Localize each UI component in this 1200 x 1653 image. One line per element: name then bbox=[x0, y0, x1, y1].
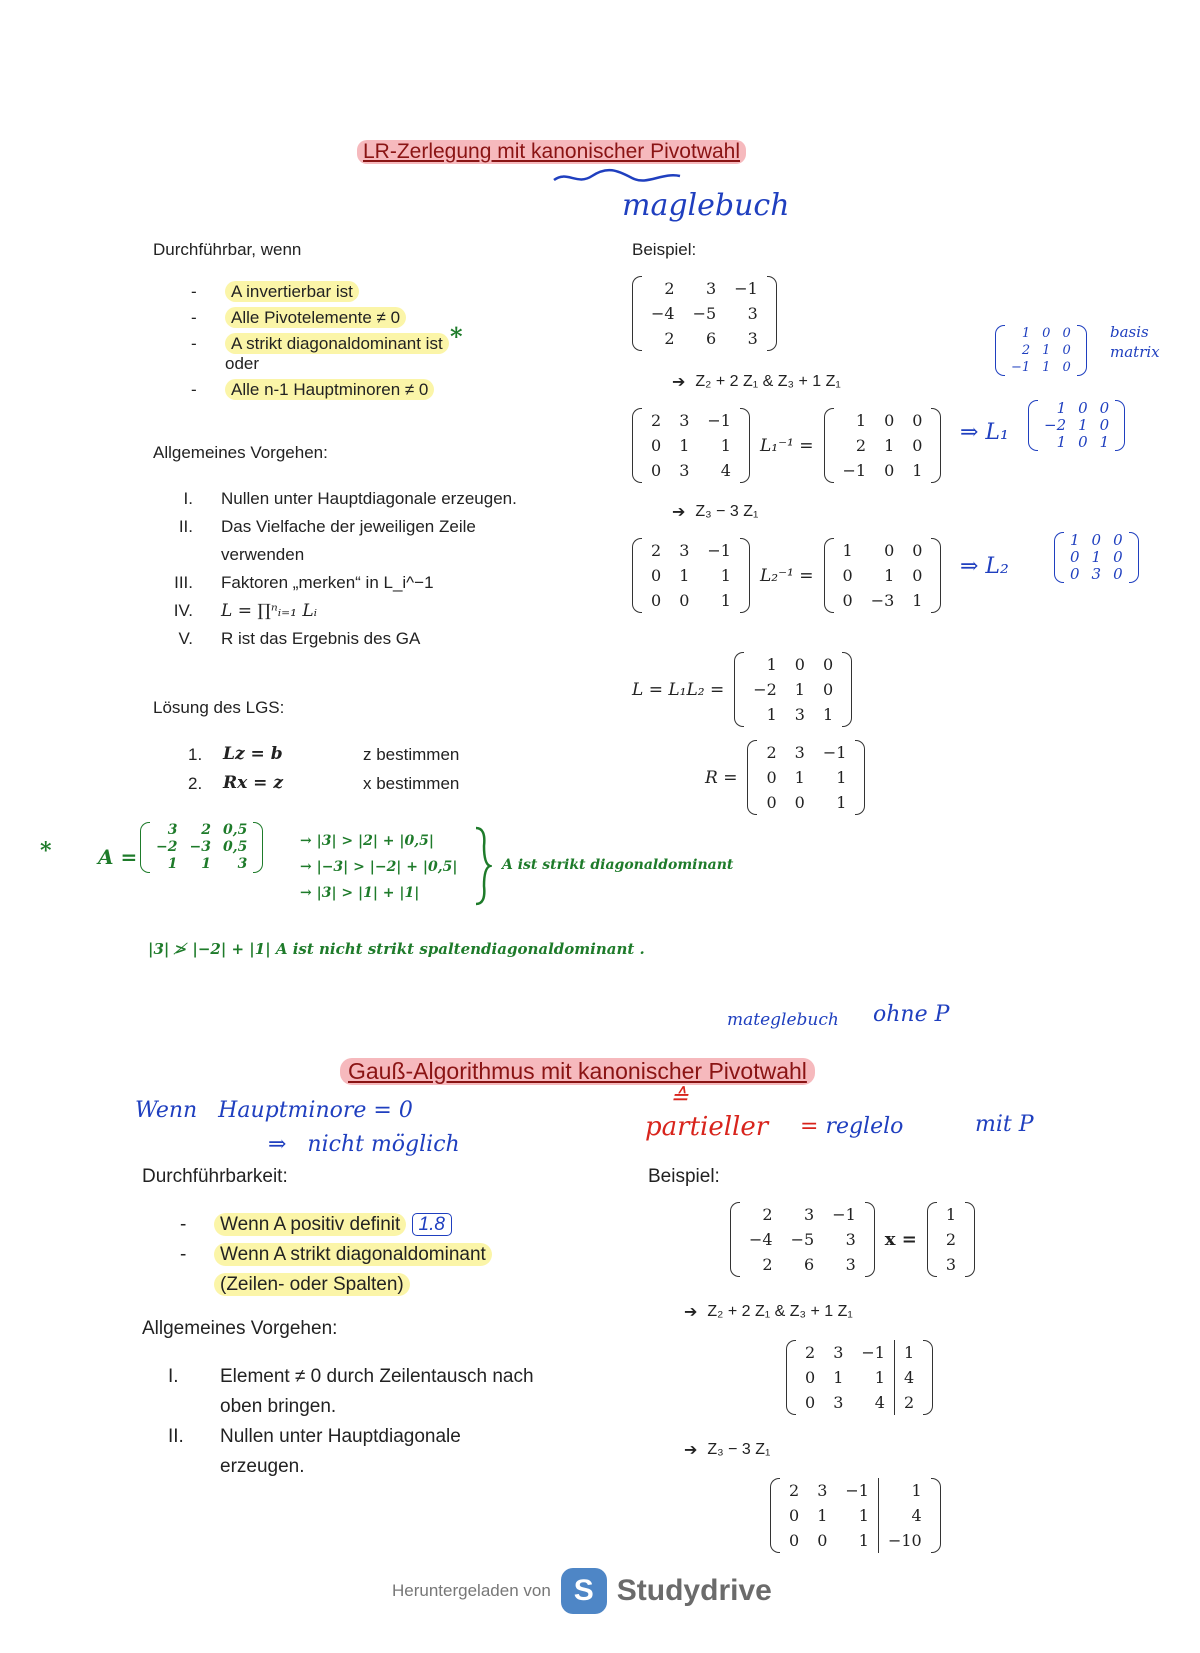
matrix-cell: 1 bbox=[720, 566, 731, 585]
step-row: I. Nullen unter Hauptdiagonale erzeugen. bbox=[183, 489, 517, 508]
step-row: I. Element ≠ 0 durch Zeilentausch nach oben bringen. bbox=[168, 1366, 534, 1417]
handnote-mateglebuch: mateglebuch bbox=[727, 1010, 839, 1030]
matrix-M1 bbox=[632, 408, 750, 483]
matrix-cell: 0 bbox=[884, 541, 895, 560]
matrix-cell: 3 bbox=[679, 461, 690, 480]
matrix-cell: 1 bbox=[945, 1205, 957, 1224]
matrix-cell: 1 bbox=[1042, 360, 1051, 375]
right-paren-icon bbox=[842, 652, 852, 727]
matrix-cell: 0 bbox=[789, 1506, 800, 1525]
handnote-wenn: Wenn Hauptminore = 0 bbox=[135, 1098, 413, 1123]
right-paren-icon bbox=[865, 1202, 875, 1277]
matrix-cell: 1 bbox=[858, 1506, 869, 1525]
left-paren-icon bbox=[927, 1202, 937, 1277]
matrix-cell: 0 bbox=[912, 541, 923, 560]
matrix-R bbox=[747, 740, 865, 815]
handnote-partieller: partieller bbox=[645, 1112, 769, 1142]
right-paren-icon bbox=[1129, 532, 1139, 583]
matrix-cell: 1 bbox=[1042, 343, 1051, 358]
left-paren-icon bbox=[824, 408, 834, 483]
matrix-cell: 1 bbox=[855, 411, 867, 430]
matrix-cell: 0 bbox=[805, 1393, 816, 1412]
L-result bbox=[632, 652, 852, 727]
matrix-cell: 3 bbox=[679, 411, 690, 430]
matrix-cell: 1 bbox=[833, 1368, 844, 1387]
left-paren-icon bbox=[824, 538, 834, 613]
arrow-right-icon: ➔ bbox=[672, 504, 686, 521]
matrix-cell: 4 bbox=[874, 1393, 885, 1412]
matrix-cell: 1 bbox=[894, 1340, 923, 1365]
handnote-mit-p: mit P bbox=[975, 1112, 1034, 1137]
matrix-cell: 2 bbox=[664, 279, 675, 298]
system-row bbox=[730, 1202, 975, 1277]
matrix-cell: 3 bbox=[833, 1343, 844, 1362]
matrix-cell: −2 bbox=[156, 839, 178, 855]
matrix-cell: 1 bbox=[817, 1506, 828, 1525]
matrix-cell: 1 bbox=[1078, 416, 1088, 434]
left-paren-icon bbox=[730, 1202, 740, 1277]
matrix-cell: 0 bbox=[1099, 399, 1110, 417]
matrix-cell: 0 bbox=[805, 1368, 816, 1387]
matrix-cell: 0 bbox=[1099, 416, 1110, 434]
matrix-body bbox=[632, 276, 777, 351]
green-bottom-note: |3| ≯ |−2| + |1| A ist nicht strikt spaltendiagonaldominant . bbox=[148, 940, 645, 958]
feasibility2-heading: Durchführbarkeit: bbox=[142, 1166, 288, 1187]
matrix-cell: −1 bbox=[734, 279, 758, 298]
matrix-cell: −3 bbox=[189, 839, 211, 855]
ref-box-1-8: 1.8 bbox=[412, 1213, 452, 1236]
matrix-aug2 bbox=[770, 1478, 941, 1553]
matrix-L2inv bbox=[824, 538, 942, 613]
matrix-cell: 4 bbox=[894, 1365, 923, 1390]
matrix-cell: 0 bbox=[766, 768, 777, 787]
matrix-cell: 0 bbox=[766, 793, 777, 812]
matrix-cell: 2 bbox=[789, 1481, 800, 1500]
matrix-cell: 1 bbox=[878, 1478, 930, 1503]
matrix-cell: 3 bbox=[679, 541, 690, 560]
matrix-cell: 0 bbox=[1062, 326, 1071, 341]
lgs-row: 1. Lz = b z bestimmen bbox=[188, 744, 460, 764]
step2-row bbox=[632, 538, 941, 613]
matrix-cell: 1 bbox=[822, 705, 834, 724]
matrix-cell: 1 bbox=[766, 705, 777, 724]
matrix-cell: 0 bbox=[842, 591, 853, 610]
matrix-cell: 1 bbox=[842, 541, 853, 560]
step-row: II. Das Vielfache der jeweiligen Zeile verwenden bbox=[178, 517, 476, 564]
left-paren-icon bbox=[1028, 400, 1038, 451]
lgs-list bbox=[188, 740, 459, 798]
feasibility2-list bbox=[180, 1210, 580, 1300]
matrix-cell: 1 bbox=[1021, 326, 1031, 341]
matrix-cell: 3 bbox=[945, 1255, 957, 1274]
matrix-M2 bbox=[632, 538, 750, 613]
green-A-label: A = bbox=[98, 845, 138, 869]
matrix-cell: 0 bbox=[1078, 399, 1088, 417]
handnote-regleb: = reglelo bbox=[800, 1114, 904, 1139]
matrix-cell: −1 bbox=[822, 743, 847, 762]
list-item: - Wenn A strikt diagonaldominant (Zeilen- oder Spalten) bbox=[180, 1240, 580, 1300]
step-row: II. Nullen unter Hauptdiagonale erzeugen. bbox=[168, 1426, 461, 1477]
matrix-body bbox=[1028, 400, 1125, 451]
matrix-cell: 3 bbox=[706, 279, 717, 298]
right-paren-icon bbox=[931, 538, 941, 613]
matrix-cell: 0 bbox=[1042, 326, 1051, 341]
handnote-L2: ⇒ L₂ bbox=[960, 554, 1009, 579]
matrix-cell: 1 bbox=[201, 856, 211, 872]
left-paren-icon bbox=[995, 325, 1005, 376]
matrix-cell: 1 bbox=[1099, 433, 1110, 451]
right-paren-icon bbox=[931, 408, 941, 483]
matrix-cell: 1 bbox=[720, 436, 731, 455]
handnote-nicht-moeglich: ⇒ nicht möglich bbox=[268, 1132, 460, 1157]
matrix-A2 bbox=[730, 1202, 875, 1277]
matrix-body bbox=[632, 408, 750, 483]
matrix-body bbox=[770, 1478, 941, 1553]
matrix-cell: 4 bbox=[720, 461, 731, 480]
matrix-cell: 0 bbox=[822, 680, 834, 699]
handnote-small-matrix bbox=[995, 325, 1087, 376]
handnote-ohne-p: ohne P bbox=[873, 1002, 950, 1027]
matrix-cell: 1 bbox=[794, 680, 805, 699]
list-item: - A invertierbar ist bbox=[191, 282, 521, 302]
matrix-cell: 0 bbox=[651, 566, 662, 585]
matrix-cell: 0 bbox=[1070, 565, 1080, 583]
matrix-body bbox=[824, 538, 942, 613]
feasibility-heading: Durchführbar, wenn bbox=[153, 240, 302, 259]
matrix-body bbox=[734, 652, 852, 727]
handnote-L2-matrix bbox=[1054, 532, 1139, 583]
section2-title: Gauß-Algorithmus mit kanonischer Pivotwahl bbox=[340, 1058, 815, 1085]
matrix-cell: 0 bbox=[651, 591, 662, 610]
operation2-2: ➔ Z₃ − 3 Z₁ bbox=[684, 1441, 771, 1459]
matrix-cell: 0 bbox=[822, 655, 834, 674]
matrix-body bbox=[995, 325, 1087, 376]
matrix-cell: 1 bbox=[1056, 399, 1067, 417]
matrix-A bbox=[632, 276, 777, 351]
matrix-cell: −4 bbox=[749, 1230, 773, 1249]
left-paren-icon bbox=[770, 1478, 780, 1553]
matrix-cell: 0 bbox=[912, 436, 923, 455]
matrix-cell: −1 bbox=[842, 461, 867, 480]
green-star-left: * bbox=[40, 838, 52, 864]
matrix-cell: 1 bbox=[874, 1368, 885, 1387]
matrix-cell: 3 bbox=[794, 705, 805, 724]
matrix-cell: 0 bbox=[1113, 565, 1123, 583]
matrix-cell: −1 bbox=[707, 541, 731, 560]
footer-downloaded: Heruntergeladen von bbox=[392, 1581, 551, 1600]
matrix-cell: 2 bbox=[894, 1390, 923, 1415]
matrix-cell: 1 bbox=[1056, 433, 1067, 451]
studydrive-logo[interactable]: S bbox=[561, 1568, 607, 1614]
matrix-cell: 3 bbox=[845, 1255, 856, 1274]
matrix-cell: 3 bbox=[237, 856, 248, 872]
right-paren-icon bbox=[767, 276, 777, 351]
left-paren-icon bbox=[632, 538, 642, 613]
matrix-cell: −1 bbox=[707, 411, 731, 430]
matrix-L1inv bbox=[824, 408, 942, 483]
matrix-cell: 4 bbox=[878, 1503, 930, 1528]
lgs-row: 2. Rx = z x bestimmen bbox=[188, 773, 460, 793]
L-label: L = L₁L₂ = bbox=[632, 679, 725, 700]
step-row: III. Faktoren „merken“ in L_i^−1 bbox=[174, 573, 434, 592]
left-paren-icon bbox=[632, 276, 642, 351]
section1-title: LR-Zerlegung mit kanonischer Pivotwahl bbox=[357, 140, 746, 164]
matrix-cell: 3 bbox=[804, 1205, 815, 1224]
matrix-body bbox=[140, 822, 263, 873]
matrix-cell: 1 bbox=[679, 566, 690, 585]
procedure-heading: Allgemeines Vorgehen: bbox=[153, 443, 328, 462]
R-result bbox=[705, 740, 865, 815]
handnote-maglebuch: maglebuch bbox=[622, 188, 790, 223]
lgs-heading: Lösung des LGS: bbox=[153, 698, 285, 717]
procedure2-steps bbox=[142, 1362, 580, 1482]
matrix-cell: 3 bbox=[817, 1481, 828, 1500]
matrix-cell: 3 bbox=[845, 1230, 856, 1249]
green-matrix bbox=[140, 822, 263, 873]
matrix-cell: 1 bbox=[884, 436, 895, 455]
operation-1: ➔ Z₂ + 2 Z₁ & Z₃ + 1 Z₁ bbox=[672, 373, 841, 391]
left-paren-icon bbox=[747, 740, 757, 815]
matrix-cell: −5 bbox=[692, 304, 717, 323]
matrix-cell: 2 bbox=[664, 329, 675, 348]
matrix-cell: 1 bbox=[679, 436, 690, 455]
matrix-cell: 0 bbox=[1113, 531, 1123, 549]
matrix-cell: 3 bbox=[747, 304, 758, 323]
step1-row bbox=[632, 408, 941, 483]
matrix-cell: 0 bbox=[651, 436, 662, 455]
studydrive-brand[interactable]: Studydrive bbox=[616, 1574, 772, 1607]
matrix-body bbox=[824, 408, 942, 483]
matrix-cell: 2 bbox=[766, 743, 777, 762]
matrix-cell: 0 bbox=[651, 461, 662, 480]
matrix-cell: 1 bbox=[912, 591, 923, 610]
matrix-cell: 1 bbox=[720, 591, 731, 610]
matrix-cell: 0 bbox=[912, 411, 923, 430]
arrow-right-icon: ➔ bbox=[684, 1442, 698, 1459]
matrix-cell: 2 bbox=[762, 1255, 773, 1274]
matrix-cell: 2 bbox=[762, 1205, 773, 1224]
matrix-cell: 2 bbox=[651, 541, 662, 560]
x-label: x = bbox=[884, 1229, 917, 1250]
left-paren-icon bbox=[632, 408, 642, 483]
matrix-cell: −2 bbox=[753, 680, 777, 699]
list-item: - Alle n-1 Hauptminoren ≠ 0 bbox=[191, 380, 521, 400]
handnote-equiv: ≙ bbox=[670, 1085, 689, 1110]
left-paren-icon bbox=[140, 822, 150, 873]
left-paren-icon bbox=[786, 1340, 796, 1415]
matrix-cell: 0 bbox=[1113, 548, 1123, 566]
matrix-cell: −3 bbox=[870, 591, 895, 610]
matrix-L bbox=[734, 652, 852, 727]
right-paren-icon bbox=[931, 1478, 941, 1553]
matrix-body bbox=[730, 1202, 875, 1277]
matrix-body bbox=[632, 538, 750, 613]
example-heading: Beispiel: bbox=[632, 240, 697, 259]
matrix-cell: −10 bbox=[878, 1528, 930, 1553]
matrix-cell: 1 bbox=[794, 768, 805, 787]
matrix-cell: 0 bbox=[842, 566, 853, 585]
matrix-cell: 0 bbox=[1091, 531, 1102, 549]
matrix-cell: 3 bbox=[794, 743, 805, 762]
list-item: - Alle Pivotelemente ≠ 0 bbox=[191, 308, 521, 328]
matrix-cell: −1 bbox=[845, 1481, 869, 1500]
matrix-body bbox=[927, 1202, 975, 1277]
matrix-cell: 2 bbox=[805, 1343, 816, 1362]
step-row: V. R ist das Ergebnis des GA bbox=[178, 629, 421, 648]
matrix-cell: 0 bbox=[884, 411, 895, 430]
handnote-L1-matrix bbox=[1028, 400, 1125, 451]
matrix-cell: 1 bbox=[858, 1531, 869, 1550]
handnote-basis-matrix: basis matrix bbox=[1110, 323, 1160, 361]
matrix-cell: 0 bbox=[912, 566, 923, 585]
matrix-b bbox=[927, 1202, 975, 1277]
matrix-cell: 1 bbox=[167, 856, 178, 872]
matrix-cell: 2 bbox=[855, 436, 867, 455]
operation-2: ➔ Z₃ − 3 Z₁ bbox=[672, 503, 759, 521]
matrix-cell: −2 bbox=[1044, 416, 1067, 434]
matrix-cell: 1 bbox=[912, 461, 923, 480]
matrix-body bbox=[786, 1340, 933, 1415]
matrix-cell: 1 bbox=[1070, 531, 1080, 549]
matrix-cell: 0 bbox=[794, 793, 805, 812]
example2-heading: Beispiel: bbox=[648, 1166, 720, 1187]
matrix-cell: 1 bbox=[836, 793, 847, 812]
L2inv-label: L₂⁻¹ = bbox=[759, 565, 814, 586]
matrix-cell: 6 bbox=[706, 329, 717, 348]
R-label: R = bbox=[705, 767, 738, 788]
matrix-cell: −4 bbox=[651, 304, 675, 323]
matrix-cell: 6 bbox=[804, 1255, 815, 1274]
matrix-cell: 3 bbox=[833, 1393, 844, 1412]
matrix-cell: 2 bbox=[1021, 343, 1031, 358]
right-paren-icon bbox=[965, 1202, 975, 1277]
right-paren-icon bbox=[253, 822, 263, 873]
matrix-cell: −5 bbox=[790, 1230, 815, 1249]
matrix-cell: 2 bbox=[651, 411, 662, 430]
procedure2-heading: Allgemeines Vorgehen: bbox=[142, 1318, 338, 1339]
matrix-cell: 0,5 bbox=[222, 839, 248, 855]
matrix-cell: 1 bbox=[766, 655, 777, 674]
matrix-cell: 3 bbox=[167, 822, 178, 838]
matrix-cell: 0 bbox=[817, 1531, 828, 1550]
list-item: - A strikt diagonaldominant ist oder bbox=[191, 334, 521, 374]
matrix-cell: 0 bbox=[679, 591, 690, 610]
matrix-cell: 0 bbox=[884, 461, 895, 480]
step-row: IV. L = ∏ⁿᵢ₌₁ Lᵢ bbox=[173, 601, 318, 621]
operation2-1: ➔ Z₂ + 2 Z₁ & Z₃ + 1 Z₁ bbox=[684, 1303, 853, 1321]
matrix-cell: 0 bbox=[1070, 548, 1080, 566]
matrix-cell: 1 bbox=[836, 768, 847, 787]
right-paren-icon bbox=[1115, 400, 1125, 451]
matrix-cell: 0 bbox=[789, 1531, 800, 1550]
squiggle-underline-icon bbox=[552, 168, 682, 188]
right-paren-icon bbox=[923, 1340, 933, 1415]
left-paren-icon bbox=[734, 652, 744, 727]
feasibility-list bbox=[191, 282, 521, 406]
green-rows: → |3| > |2| + |0,5| → |−3| > |−2| + |0,5| → |3| > |1| + |1| bbox=[300, 833, 458, 901]
green-side-note: A ist strikt diagonaldominant bbox=[502, 857, 734, 873]
matrix-cell: 0 bbox=[1078, 433, 1088, 451]
right-paren-icon bbox=[855, 740, 865, 815]
matrix-body bbox=[1054, 532, 1139, 583]
matrix-cell: 3 bbox=[747, 329, 758, 348]
matrix-cell: 1 bbox=[1091, 548, 1102, 566]
right-paren-icon bbox=[740, 538, 750, 613]
L1inv-label: L₁⁻¹ = bbox=[759, 435, 814, 456]
matrix-cell: 1 bbox=[884, 566, 895, 585]
green-brace-icon bbox=[474, 826, 492, 906]
matrix-cell: 0 bbox=[1062, 343, 1071, 358]
list-item: - Wenn A positiv definit 1.8 bbox=[180, 1210, 580, 1240]
matrix-cell: 0 bbox=[1062, 360, 1071, 375]
green-star-icon: * bbox=[450, 322, 463, 351]
handnote-L1: ⇒ L₁ bbox=[960, 420, 1009, 445]
matrix-cell: −1 bbox=[1011, 360, 1031, 375]
matrix-cell: 2 bbox=[945, 1230, 957, 1249]
right-paren-icon bbox=[740, 408, 750, 483]
arrow-right-icon: ➔ bbox=[672, 374, 686, 391]
right-paren-icon bbox=[1077, 325, 1087, 376]
matrix-cell: −1 bbox=[861, 1343, 885, 1362]
left-paren-icon bbox=[1054, 532, 1064, 583]
matrix-cell: 0,5 bbox=[222, 822, 248, 838]
matrix-cell: 3 bbox=[1091, 565, 1102, 583]
matrix-aug1 bbox=[786, 1340, 933, 1415]
footer bbox=[392, 1568, 772, 1614]
arrow-right-icon: ➔ bbox=[684, 1304, 698, 1321]
matrix-body bbox=[747, 740, 865, 815]
matrix-cell: 0 bbox=[794, 655, 805, 674]
matrix-cell: −1 bbox=[832, 1205, 856, 1224]
procedure-steps bbox=[153, 485, 553, 653]
matrix-cell: 2 bbox=[201, 822, 211, 838]
